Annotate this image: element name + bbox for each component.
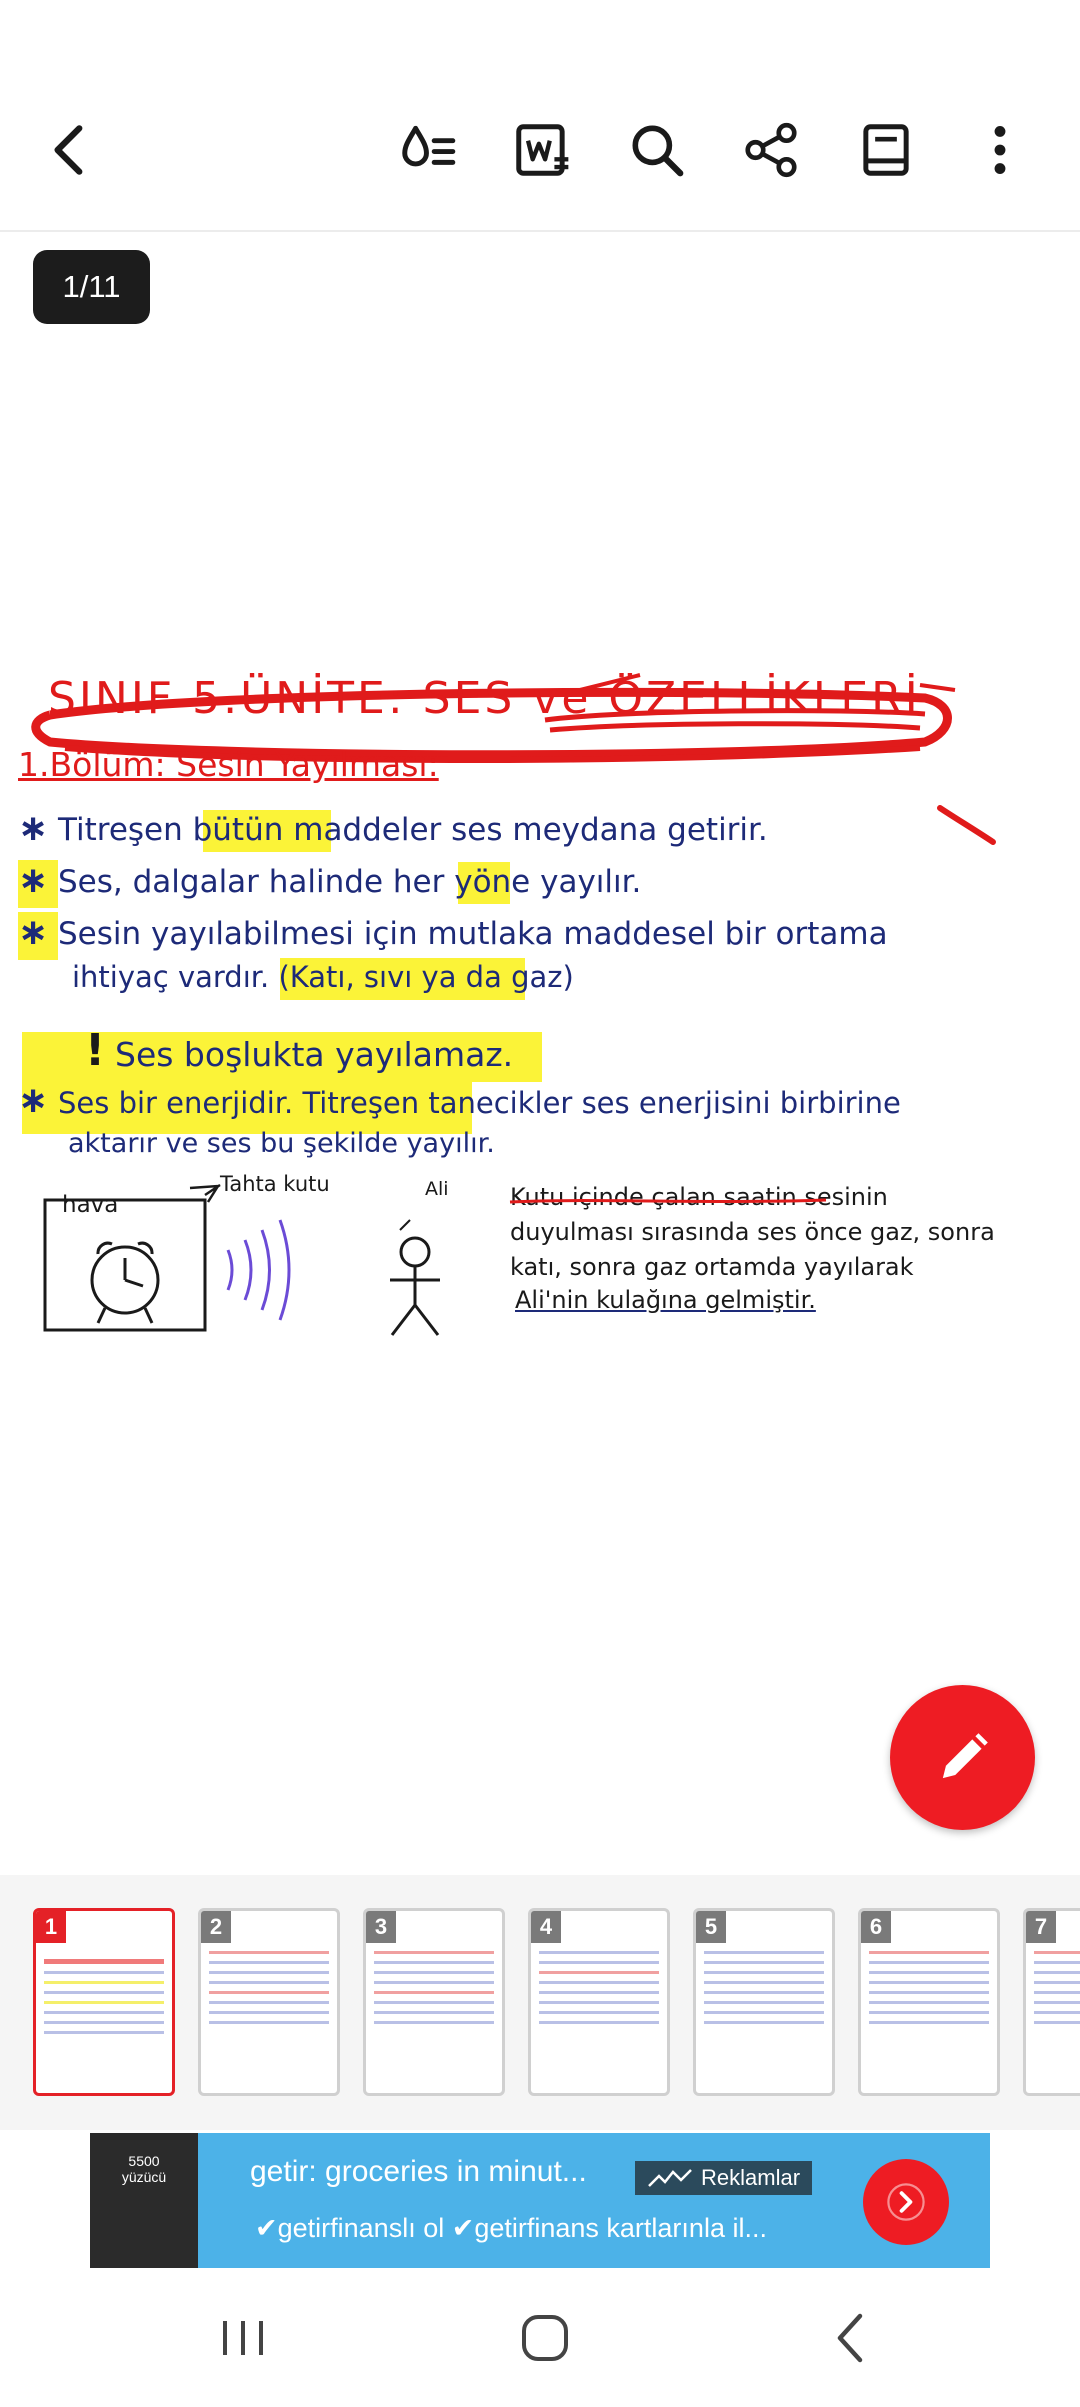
ad-title: getir: groceries in minut...	[250, 2155, 587, 2188]
chevron-right-icon	[884, 2180, 928, 2224]
note-title: SINIF 5.ÜNİTE: SES ve ÖZELLİKLERİ	[48, 673, 921, 724]
thumbnail-page-1[interactable]	[33, 1908, 175, 2096]
bullet-2: Ses, dalgalar halinde her yöne yayılır.	[58, 864, 642, 900]
red-check-mark	[935, 800, 1000, 850]
ad-image	[90, 2133, 198, 2268]
ad-chart-icon	[647, 2168, 693, 2188]
ad-label	[635, 2161, 812, 2195]
thumbnail-number: 5	[696, 1911, 726, 1943]
toolbar-divider	[0, 230, 1080, 232]
energy-line-1: Ses bir enerjidir. Titreşen tanecikler ses enerjisini birbirine	[58, 1086, 901, 1120]
bullet-star: ∗	[18, 1080, 49, 1121]
home-icon	[515, 2308, 575, 2368]
book-button[interactable]	[841, 105, 931, 195]
diagram-person-label: Ali	[425, 1178, 449, 1200]
thumbnail-number: 2	[201, 1911, 231, 1943]
ink-list-icon	[397, 119, 459, 181]
ad-banner[interactable]	[90, 2133, 990, 2268]
warning-text: Ses boşlukta yayılamaz.	[115, 1035, 514, 1074]
page-thumbnail-strip[interactable]	[0, 1875, 1080, 2130]
word-export-icon	[511, 119, 573, 181]
back-button[interactable]	[25, 105, 115, 195]
diagram-box-label: hava	[62, 1192, 119, 1218]
thumbnail-number: 6	[861, 1911, 891, 1943]
note-page[interactable]	[0, 640, 1080, 1440]
thumbnail-page-5[interactable]	[693, 1908, 835, 2096]
bullet-star: ∗	[18, 808, 49, 849]
thumbnail-page-3[interactable]	[363, 1908, 505, 2096]
thumbnail-preview	[539, 1951, 659, 2031]
bullet-3-cont: ihtiyaç vardır. (Katı, sıvı ya da gaz)	[72, 960, 574, 994]
ad-subtitle: ✔getirfinanslı ol ✔getirfinans kartlarınla il...	[255, 2213, 767, 2243]
thumbnail-preview	[44, 1959, 164, 2041]
thumbnail-number: 7	[1026, 1911, 1056, 1943]
bullet-3: Sesin yayılabilmesi için mutlaka maddesel bir ortama	[58, 916, 888, 952]
explanation-line-2: duyulması sırasında ses önce gaz, sonra	[510, 1218, 995, 1246]
system-back-button[interactable]	[800, 2298, 900, 2378]
edit-fab-button[interactable]	[890, 1685, 1035, 1830]
page-indicator: 1/11	[33, 250, 150, 324]
share-button[interactable]	[726, 105, 816, 195]
bullet-1: Titreşen bütün maddeler ses meydana getirir.	[58, 812, 768, 848]
ad-open-button[interactable]	[863, 2159, 949, 2245]
search-icon	[626, 119, 688, 181]
thumbnail-preview	[869, 1951, 989, 2031]
recent-apps-button[interactable]	[193, 2298, 293, 2378]
pencil-icon	[932, 1727, 994, 1789]
more-options-button[interactable]	[955, 105, 1045, 195]
home-button[interactable]	[495, 2298, 595, 2378]
thumbnail-number: 3	[366, 1911, 396, 1943]
chevron-left-icon	[39, 119, 101, 181]
thumbnail-preview	[374, 1951, 494, 2031]
ad-label-text: Reklamlar	[701, 2165, 801, 2190]
thumbnail-page-2[interactable]	[198, 1908, 340, 2096]
ad-image-text: 5500 yüzücü	[121, 2153, 167, 2185]
search-button[interactable]	[612, 105, 702, 195]
thumbnail-number: 4	[531, 1911, 561, 1943]
section-heading: 1.Bölüm: Sesin Yayılması:	[18, 745, 439, 784]
explanation-line-4: Ali'nin kulağına gelmiştir.	[515, 1286, 816, 1314]
thumbnail-page-4[interactable]	[528, 1908, 670, 2096]
thumbnail-preview	[1034, 1951, 1080, 2031]
thumbnail-preview	[704, 1951, 824, 2031]
bullet-star: ∗	[18, 860, 49, 901]
thumbnail-number: 1	[36, 1911, 66, 1943]
explanation-line-3: katı, sonra gaz ortamda yayılarak	[510, 1253, 914, 1281]
system-navigation-bar	[0, 2268, 1080, 2407]
warning-icon: !	[85, 1025, 106, 1076]
explanation-line-1: Kutu içinde çalan saatin sesinin	[510, 1183, 888, 1211]
word-export-button[interactable]	[497, 105, 587, 195]
recent-apps-icon	[213, 2313, 273, 2363]
thumbnail-page-6[interactable]	[858, 1908, 1000, 2096]
thumbnail-page-7[interactable]	[1023, 1908, 1080, 2096]
book-icon	[855, 119, 917, 181]
diagram-arrow-label: Tahta kutu	[220, 1172, 330, 1196]
share-icon	[740, 119, 802, 181]
ink-list-button[interactable]	[383, 105, 473, 195]
bullet-star: ∗	[18, 912, 49, 953]
back-arrow-icon	[825, 2308, 875, 2368]
top-toolbar	[0, 60, 1080, 240]
thumbnail-preview	[209, 1951, 329, 2031]
strike-through	[508, 1195, 828, 1207]
energy-line-2: aktarır ve ses bu şekilde yayılır.	[68, 1128, 495, 1159]
more-vert-icon	[969, 119, 1031, 181]
